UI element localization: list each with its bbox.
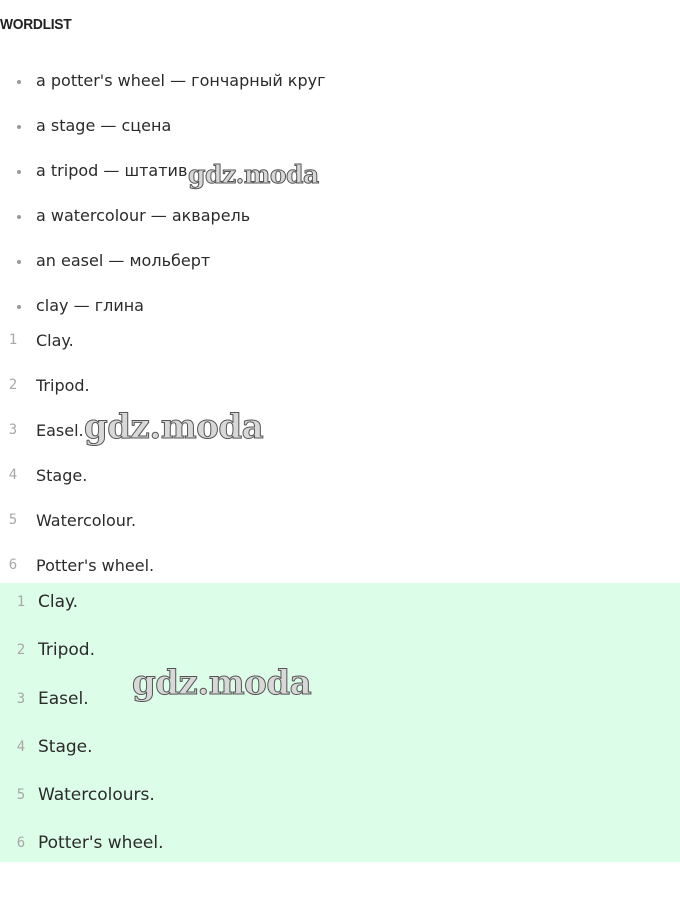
answer-number: 4 xyxy=(8,467,18,483)
answer-number: 3 xyxy=(16,690,26,707)
wordlist-item xyxy=(0,103,326,148)
wordlist-item-text: a tripod — штатив xyxy=(36,161,188,180)
wordlist-item-text: a watercolour — акварель xyxy=(36,206,251,225)
wordlist-item xyxy=(0,58,326,103)
highlighted-answer-item xyxy=(0,723,163,771)
watermark: gdz.moda xyxy=(188,160,319,189)
wordlist-item xyxy=(0,238,326,283)
answer-number: 1 xyxy=(16,594,26,610)
wordlist-item-text: clay — глина xyxy=(36,296,144,315)
answer-number: 5 xyxy=(16,787,26,804)
answer-text: Tripod. xyxy=(36,376,90,395)
watermark: gdz.moda xyxy=(132,663,312,703)
answer-text: Easel. xyxy=(38,688,89,709)
answer-number: 3 xyxy=(8,422,18,438)
answer-number: 4 xyxy=(16,738,26,755)
highlighted-answer-item xyxy=(0,771,163,819)
answer-number: 5 xyxy=(8,512,18,528)
highlighted-answer-item xyxy=(0,819,163,867)
answer-item xyxy=(0,498,154,543)
answer-text: Easel. xyxy=(36,421,84,440)
wordlist xyxy=(0,58,326,328)
bullet-icon xyxy=(17,170,21,174)
answer-number: 6 xyxy=(16,835,26,852)
answer-text: Potter's wheel. xyxy=(36,556,155,575)
wordlist-item xyxy=(0,193,326,238)
highlighted-answer-item xyxy=(0,578,163,626)
bullet-icon xyxy=(17,125,21,129)
answer-number: 2 xyxy=(16,642,26,659)
answer-text: Stage. xyxy=(36,466,88,485)
wordlist-item-text: a potter's wheel — гончарный круг xyxy=(36,71,326,90)
answer-text: Clay. xyxy=(36,331,74,350)
wordlist-item-text: an easel — мольберт xyxy=(36,251,211,270)
answer-item xyxy=(0,318,154,363)
bullet-icon xyxy=(17,260,21,264)
answer-item xyxy=(0,453,154,498)
answer-text: Tripod. xyxy=(38,640,95,661)
bullet-icon xyxy=(17,80,21,84)
answer-text: Clay. xyxy=(38,592,79,612)
answer-text: Stage. xyxy=(38,736,93,757)
watermark: gdz.moda xyxy=(84,407,264,447)
answer-text: Potter's wheel. xyxy=(38,833,164,854)
answer-number: 6 xyxy=(8,557,18,573)
answer-item xyxy=(0,363,154,408)
bullet-icon xyxy=(17,215,21,219)
wordlist-item-text: a stage — сцена xyxy=(36,116,172,135)
section-heading: WORDLIST xyxy=(0,16,72,33)
highlighted-answer-list xyxy=(0,578,163,868)
answer-text: Watercolours. xyxy=(38,785,155,806)
answer-text: Watercolour. xyxy=(36,511,137,530)
answer-number: 1 xyxy=(8,332,18,348)
answer-number: 2 xyxy=(8,377,18,393)
bullet-icon xyxy=(17,305,21,309)
answer-list xyxy=(0,318,154,588)
